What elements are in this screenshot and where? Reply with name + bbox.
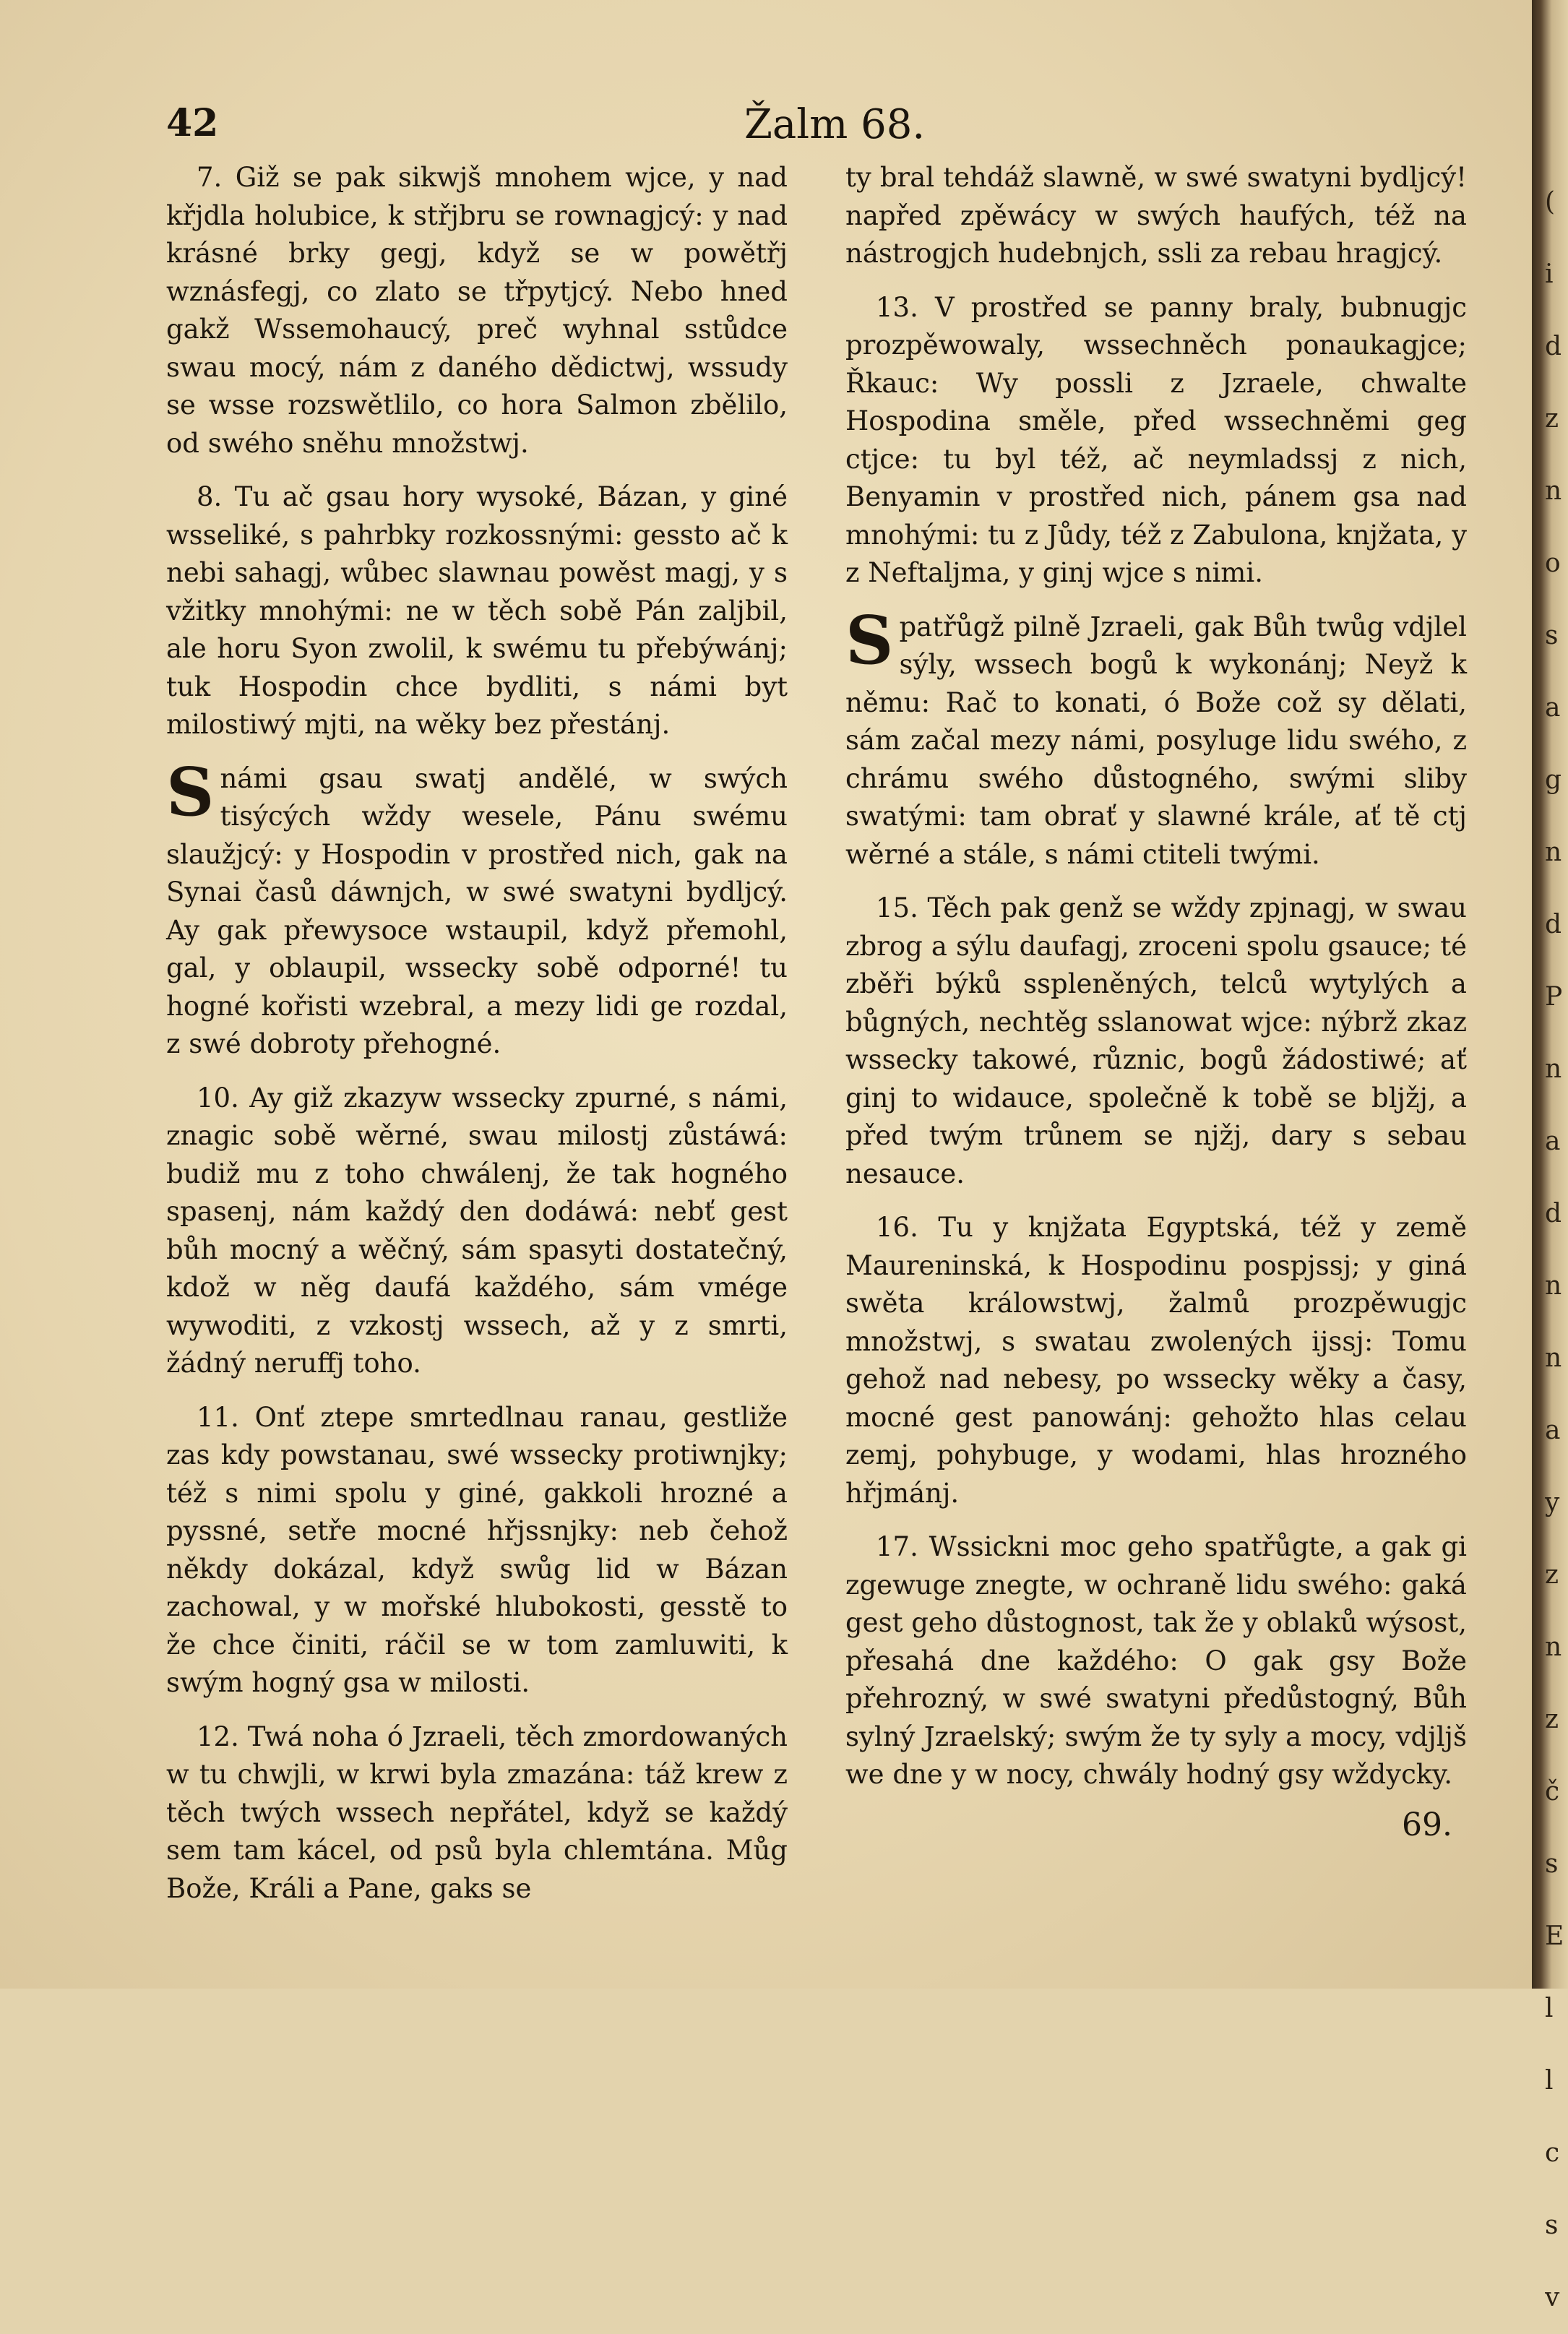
verse-11: 11. Onť ztepe smrtedlnau ranau, gestliže zas kdy powstanau, swé wssecky protiwnjky; též s nimi spolu y giné, gakkoli hrozné a pyssné, setře mocné hřjssnjky: neb čehož někdy dokázal, když swůg lid w Bázan zachowal, y w mořské hlubokosti, gesstě to že chce činiti, ráčil se w tom zamluwiti, k swým hogný gsa w milosti.: [166, 1401, 788, 1698]
bleed-letter: d: [1545, 332, 1562, 361]
bleed-letter: E: [1545, 1921, 1564, 1951]
page-header: [166, 101, 1467, 159]
verse-16: 16. Tu y knjžata Egyptská, též y země Maureninská, k Hospodinu pospjssj; y giná swěta králowstwj, žalmů prozpěwugjc množstwj, s swatau zwolených ijssj: Tomu gehož nad nebesy, po wssecky wěky a časy, mocné gest panowánj: gehožto hlas celau zemj, pohybuge, y wodami, hlas hrozného hřjmánj.: [845, 1212, 1467, 1509]
verse-10: 10. Ay giž zkazyw wssecky zpurné, s námi, znagic sobě wěrné, swau milostj zůstáwá: budiž mu z toho chwálenj, že tak hogného spasenj, nám každý den dodáwá: nebť gest bůh mocný a wěčný, sám spasyti dostatečný, kdož w něg daufá každého, sám vmége wywoditi, z vzkostj wssech, až y z smrti, žádný neruffj toho.: [166, 1082, 788, 1379]
bleed-letter: g: [1545, 765, 1562, 795]
bleed-letter: z: [1545, 1560, 1559, 1590]
verse-17: 17. Wssickni moc geho spatřůgte, a gak gi zgewuge znegte, w ochraně lidu swého: gaká gest geho důstognost, tak že y oblaků wýsost, přesahá dne každého: O gak gsy Bože přehrozný, w swé swatyni předůstogný, Bůh sylný Jzraelský; swým že ty syly a mocy, vdjljš we dne y w nocy, chwály hodný gsy wždycky.: [845, 1531, 1467, 1790]
bleed-letter: c: [1545, 2138, 1560, 2168]
bleed-letter: y: [1545, 1488, 1560, 1517]
bleed-letter: n: [1545, 1271, 1562, 1301]
verse-7: 7. Giž se pak sikwjš mnohem wjce, y nad křjdla holubice, k střjbru se rownagjcý: y nad krásné brky gegj, když se w powětřj wznásfegj, co zlato se třpytjcý. Nebo hned gakž Wssemohaucý, preč wyhnal sstůdce swau mocý, nám z daného dědictwj, wssudy se wsse rozswětlilo, co hora Salmon zbělilo, od swého sněhu množstwj.: [166, 162, 788, 459]
bleed-letter: d: [1545, 1199, 1562, 1228]
verse-9: [166, 752, 788, 1064]
bleed-letter: i: [1545, 259, 1554, 289]
bleed-letter: s: [1545, 1849, 1559, 1879]
bleed-letter: a: [1545, 1127, 1561, 1156]
verse-9-text: námi gsau swatj andělé, w swých tisýcých wždy wesele, Pánu swému slaužjcý: y Hospodin v prostřed nich, gak na Synai časů dáwnjch, w swé swatyni bydljcý. Ay gak přewysoce wstaupil, když přemohl, gal, y oblaupil, wssecky sobě odporné! tu hogné kořisti wzebral, a mezy lidi ge rozdal, z swé dobroty přehogné.: [166, 762, 788, 1059]
verse-15: 15. Těch pak genž se wždy zpjnagj, w swau zbrog a sýlu daufagj, zroceni spolu gsauce; té zběři býků sspleněných, telců wytylých a bůgných, nechtěg sslanowat wjce: nýbrž zkaz wssecky takowé, různic, bogů žádostiwé; ať ginj to widauce, společně k tobě se bljžj, a před twým trůnem se njžj, dary s sebau nesauce.: [845, 892, 1467, 1189]
verse-12-continued: ty bral tehdáž slawně, w swé swatyni bydljcý! napřed zpěwácy w swých haufých, též na nástrogjch hudebnjch, ssli za rebau hragjcý.: [845, 162, 1467, 269]
bleed-letter: n: [1545, 1343, 1562, 1373]
verse-13: 13. V prostřed se panny braly, bubnugjc prozpěwowaly, wssechněch ponaukagjce; Řkauc: Wy possli z Jzraele, chwalte Hospodina směle, před wssechněmi geg ctjce: tu byl též, ač neymladssj z nich, Benyamin v prostřed nich, pánem gsa nad mnohými: tu z Jůdy, též z Zabulona, knjžata, y z Neftaljma, y ginj wjce s nimi.: [845, 291, 1467, 588]
bleed-letter: a: [1545, 1416, 1561, 1445]
verse-14-text: patřůgž pilně Jzraeli, gak Bůh twůg vdjlel sýly, wssech bogů k wykonánj; Neyž k němu: Rač to konati, ó Bože což sy dělati, sám začal mezy námi, posyluge lidu swého, z chrámu swého důstogného, swými sliby swatými: tam obrať y slawné krále, ať tě ctj wěrné a stále, s námi ctiteli twými.: [845, 611, 1467, 870]
bleed-letter: o: [1545, 548, 1561, 578]
bleed-letter: n: [1545, 1632, 1562, 1662]
verse-12: 12. Twá noha ó Jzraeli, těch zmordowaných w tu chwjli, w krwi byla zmazána: táž krew z těch twých wssech nepřátel, když se každý sem tam kácel, od psů byla chlemtána. Můg Bože, Králi a Pane, gaks se: [166, 1721, 788, 1904]
bleed-letter: l: [1545, 1994, 1554, 2023]
running-head: Žalm 68.: [744, 101, 926, 148]
verse-14: [845, 600, 1467, 874]
bleed-letter: s: [1545, 2210, 1559, 2240]
bleed-letter: n: [1545, 1054, 1562, 1084]
left-column: [166, 159, 788, 1924]
bleed-letter: v: [1545, 2283, 1560, 2312]
bleed-letter: n: [1545, 837, 1562, 867]
drop-cap-initial: S: [845, 600, 894, 679]
right-column: [845, 159, 1467, 1810]
catchword: 69.: [1402, 1807, 1452, 1843]
bleed-letter: z: [1545, 1705, 1559, 1734]
facing-page-bleed-letters: [1545, 166, 1567, 2334]
bleed-letter: d: [1545, 910, 1562, 939]
bleed-letter: n: [1545, 476, 1562, 506]
bleed-letter: č: [1545, 1777, 1560, 1807]
bleed-letter: a: [1545, 693, 1561, 723]
bleed-letter: (: [1545, 187, 1556, 217]
page-number: 42: [166, 101, 219, 145]
verse-8: 8. Tu ač gsau hory wysoké, Bázan, y giné wsseliké, s pahrbky rozkossnými: gessto ač k nebi sahagj, wůbec slawnau powěst magj, y s vžitky mnohými: ne w těch sobě Pán zaljbil, ale horu Syon zwolil, k swému tu přebýwánj; tuk Hospodin chce bydliti, s námi byt milostiwý mjti, na wěky bez přestánj.: [166, 481, 788, 740]
drop-cap-initial: S: [166, 752, 215, 831]
bleed-letter: z: [1545, 404, 1559, 434]
bleed-letter: l: [1545, 2066, 1554, 2096]
bleed-letter: s: [1545, 621, 1559, 650]
bleed-letter: P: [1545, 982, 1563, 1012]
